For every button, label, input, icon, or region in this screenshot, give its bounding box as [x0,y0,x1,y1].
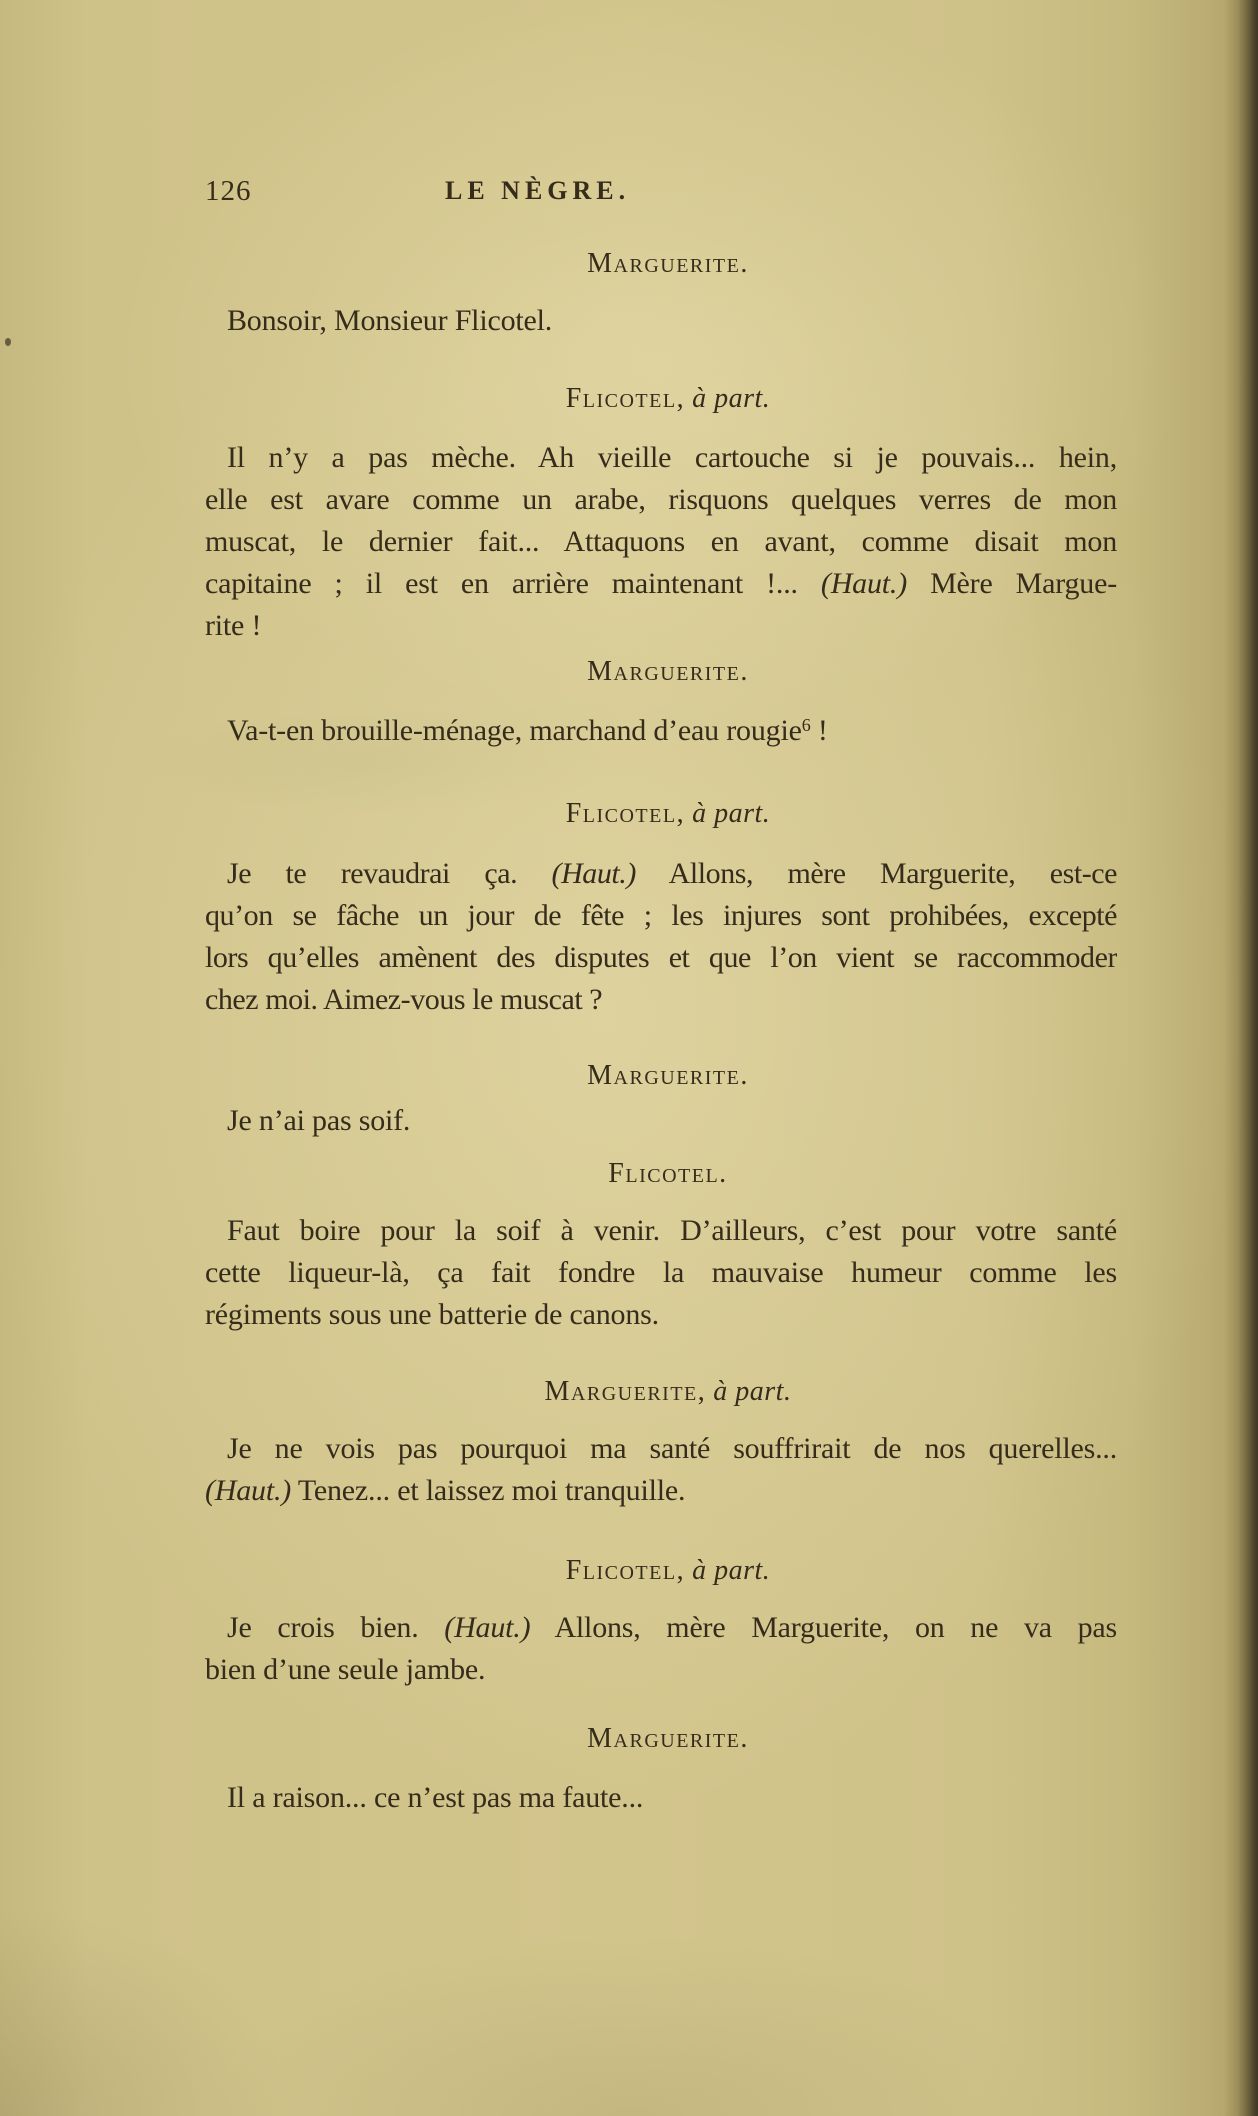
text-segment: Je te revaudrai ça. [227,857,552,890]
text-segment: Il n’y a pas mèche. Ah vieille cartouche si je pouvais... hein, [227,441,1117,474]
speaker-heading [205,1059,1117,1093]
speaker-name: Marguerite. [587,1060,749,1091]
text-segment: Je crois bien. [227,1611,445,1644]
speaker-name: Marguerite. [587,656,749,687]
dialogue-paragraph [205,1210,1117,1336]
speaker-heading [205,1375,1117,1409]
stage-direction-inline: (Haut.) [820,567,907,600]
text-segment: elle est avare comme un arabe, risquons quelques verres de mon [205,483,1117,516]
text-segment: Je ne vois pas pourquoi ma santé souffrirait de nos querelles... [227,1432,1117,1465]
text-segment: Tenez... et laissez moi tranquille. [291,1474,686,1507]
text-segment: capitaine ; il est en arrière maintenant !... [205,567,821,600]
speaker-name: Flicotel, [565,1555,686,1586]
text-segment: Allons, mère Marguerite, on ne va pas [530,1611,1117,1644]
dialogue-paragraph [205,1100,1117,1142]
text-line [205,1252,1117,1294]
speaker-heading [205,1554,1117,1588]
speaker-name: Flicotel. [608,1158,728,1189]
text-line [205,1294,1117,1336]
text-segment: Il a raison... ce n’est pas ma faute... [227,1781,644,1814]
text-segment: qu’on se fâche un jour de fête ; les injures sont prohibées, excepté [205,899,1117,932]
text-line [205,1470,1117,1512]
speaker-name: Flicotel, [565,798,686,829]
text-line [205,895,1117,937]
dialogue-paragraph [205,710,1117,752]
text-line [205,1649,1117,1691]
dialogue-paragraph [205,1777,1117,1819]
stage-direction-inline: (Haut.) [444,1611,531,1644]
speaker-heading [205,797,1117,831]
stage-direction: à part. [692,798,771,829]
text-line [205,1607,1117,1649]
text-segment: Faut boire pour la soif à venir. D’ailleurs, c’est pour votre santé [227,1214,1117,1247]
text-line [205,937,1117,979]
page-number: 126 [205,175,252,207]
text-segment: bien d’une seule jambe. [205,1653,486,1686]
speaker-name: Flicotel, [565,383,686,414]
ink-speck [5,338,11,346]
text-segment: ! [810,714,828,747]
text-segment: Bonsoir, Monsieur Flicotel. [227,304,553,337]
dialogue-paragraph [205,853,1117,1021]
stage-direction-inline: (Haut.) [551,857,636,890]
text-segment: Je n’ai pas soif. [227,1104,411,1137]
text-line [205,605,1117,647]
speaker-heading [205,1722,1117,1756]
stage-direction: à part. [692,383,771,414]
text-line [205,521,1117,563]
speaker-heading [205,382,1117,416]
page-gutter-shadow [1224,0,1258,2116]
text-line [205,1777,1117,1819]
text-line [205,1210,1117,1252]
stage-direction-inline: (Haut.) [205,1474,292,1507]
page-header [205,175,1117,215]
dialogue-paragraph [205,437,1117,647]
text-line [205,853,1117,895]
text-line [205,1100,1117,1142]
text-line [205,979,1117,1021]
speaker-heading [205,1157,1117,1191]
running-title: LE NÈGRE. [445,176,631,205]
text-segment: Va-t-en brouille-ménage, marchand d’eau rougie [227,714,802,747]
speaker-name: Marguerite, [544,1376,707,1407]
speaker-name: Marguerite. [587,1723,749,1754]
dialogue-paragraph [205,1428,1117,1512]
text-line [205,300,1117,342]
text-segment: lors qu’elles amènent des disputes et que l’on vient se raccommoder [205,941,1117,974]
text-line [205,563,1117,605]
text-line [205,479,1117,521]
text-segment: Allons, mère Marguerite, est-ce [635,857,1117,890]
text-segment: chez moi. Aimez-vous le muscat ? [205,983,603,1016]
dialogue-paragraph [205,300,1117,342]
text-line [205,710,1117,752]
text-segment: régiments sous une batterie de canons. [205,1298,659,1331]
stage-direction: à part. [692,1555,771,1586]
text-line [205,437,1117,479]
text-segment: muscat, le dernier fait... Attaquons en avant, comme disait mon [205,525,1117,558]
speaker-heading [205,655,1117,689]
speaker-heading [205,247,1117,281]
footnote-marker: 6 [801,715,811,735]
stage-direction: à part. [713,1376,792,1407]
text-segment: Mère Margue- [907,567,1117,600]
speaker-name: Marguerite. [587,248,749,279]
text-segment: cette liqueur-là, ça fait fondre la mauvaise humeur comme les [205,1256,1117,1289]
text-line [205,1428,1117,1470]
dialogue-paragraph [205,1607,1117,1691]
text-segment: rite ! [205,609,262,642]
